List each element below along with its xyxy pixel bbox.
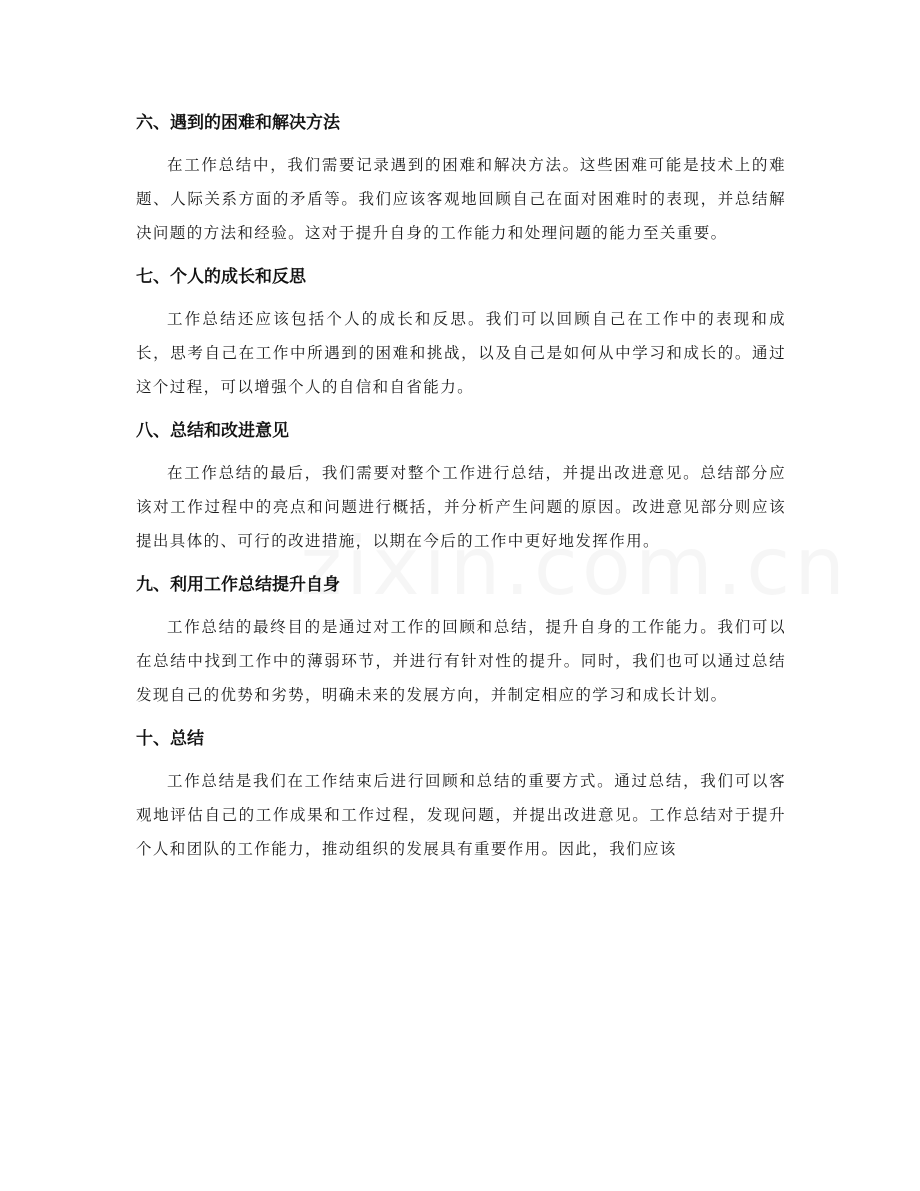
section-heading: 十、总结 — [136, 729, 204, 749]
section-paragraph: 工作总结还应该包括个人的成长和反思。我们可以回顾自己在工作中的表现和成长，思考自己在工作中所遇到的困难和挑战，以及自己是如何从中学习和成长的。通过这个过程，可以增强个人的自信和自省能力。 — [136, 310, 786, 396]
section-paragraph: 在工作总结的最后，我们需要对整个工作进行总结，并提出改进意见。总结部分应该对工作过程中的亮点和问题进行概括，并分析产生问题的原因。改进意见部分则应该提出具体的、可行的改进措施，以期在今后的工作中更好地发挥作用。 — [136, 464, 786, 550]
section-conclusion — [136, 720, 786, 866]
section-heading: 八、总结和改进意见 — [136, 421, 289, 441]
document-content — [136, 104, 786, 874]
section-difficulties — [136, 104, 786, 250]
section-growth-reflection — [136, 258, 786, 404]
section-summary-improvement — [136, 412, 786, 558]
section-heading: 七、个人的成长和反思 — [136, 267, 306, 287]
section-heading: 九、利用工作总结提升自身 — [136, 575, 340, 595]
section-paragraph: 工作总结的最终目的是通过对工作的回顾和总结，提升自身的工作能力。我们可以在总结中找到工作中的薄弱环节，并进行有针对性的提升。同时，我们也可以通过总结发现自己的优势和劣势，明确未来的发展方向，并制定相应的学习和成长计划。 — [136, 618, 786, 704]
section-paragraph: 工作总结是我们在工作结束后进行回顾和总结的重要方式。通过总结，我们可以客观地评估自己的工作成果和工作过程，发现问题，并提出改进意见。工作总结对于提升个人和团队的工作能力，推动组织的发展具有重要作用。因此，我们应该 — [136, 772, 786, 858]
section-heading: 六、遇到的困难和解决方法 — [136, 113, 340, 133]
section-self-improvement — [136, 566, 786, 712]
section-paragraph: 在工作总结中，我们需要记录遇到的困难和解决方法。这些困难可能是技术上的难题、人际关系方面的矛盾等。我们应该客观地回顾自己在面对困难时的表现，并总结解决问题的方法和经验。这对于提升自身的工作能力和处理问题的能力至关重要。 — [136, 156, 786, 242]
